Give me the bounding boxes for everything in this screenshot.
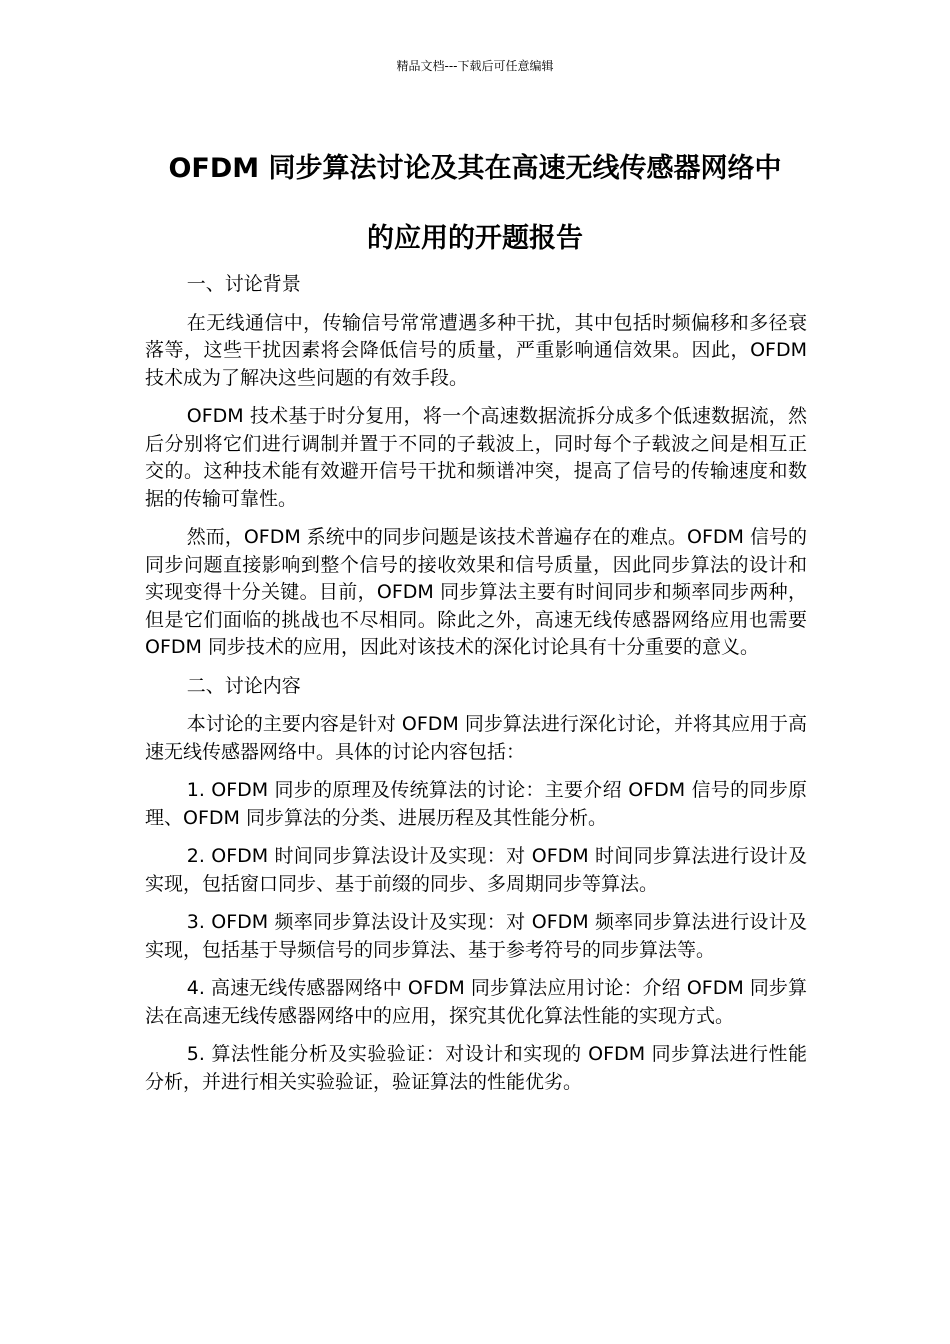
background-paragraph-3: 然而，OFDM 系统中的同步问题是该技术普遍存在的难点。OFDM 信号的同步问题直接影响到整个信号的接收效果和信号质量，因此同步算法的设计和实现变得十分关键。目前，OFDM 同步算法主要有时间同步和频率同步两种，但是它们面临的挑战也不尽相同。除此之外，高速无线传感器网络应用也需要 OFDM 同步技术的应用，因此对该技术的深化讨论具有十分重要的意义。 <box>145 526 807 658</box>
content-item-2: 2. OFDM 时间同步算法设计及实现：对 OFDM 时间同步算法进行设计及实现，包括窗口同步、基于前缀的同步、多周期同步等算法。 <box>145 845 807 895</box>
document-body <box>145 271 807 1107</box>
section-heading-content: 二、讨论内容 <box>186 674 301 697</box>
document-title <box>140 134 810 274</box>
content-item-5: 5. 算法性能分析及实验验证：对设计和实现的 OFDM 同步算法进行性能分析，并进行相关实验验证，验证算法的性能优劣。 <box>145 1043 807 1093</box>
section-heading-background: 一、讨论背景 <box>186 273 301 295</box>
background-paragraph-1: 在无线通信中，传输信号常常遭遇多种干扰，其中包括时频偏移和多径衰落等，这些干扰因素将会降低信号的质量，严重影响通信效果。因此，OFDM 技术成为了解决这些问题的有效手段。 <box>145 311 807 389</box>
content-item-4: 4. 高速无线传感器网络中 OFDM 同步算法应用讨论：介绍 OFDM 同步算法在高速无线传感器网络中的应用，探究其优化算法性能的实现方式。 <box>145 977 807 1027</box>
content-intro-paragraph: 本讨论的主要内容是针对 OFDM 同步算法进行深化讨论，并将其应用于高速无线传感器网络中。具体的讨论内容包括： <box>145 713 807 763</box>
content-item-3: 3. OFDM 频率同步算法设计及实现：对 OFDM 频率同步算法进行设计及实现，包括基于导频信号的同步算法、基于参考符号的同步算法等。 <box>145 911 807 961</box>
background-paragraph-2: OFDM 技术基于时分复用，将一个高速数据流拆分成多个低速数据流，然后分别将它们进行调制并置于不同的子载波上，同时每个子载波之间是相互正交的。这种技术能有效避开信号干扰和频谱冲突，提高了信号的传输速度和数据的传输可靠性。 <box>145 405 807 510</box>
document-title-line-1: OFDM 同步算法讨论及其在高速无线传感器网络中 <box>168 153 782 184</box>
content-item-1: 1. OFDM 同步的原理及传统算法的讨论：主要介绍 OFDM 信号的同步原理、OFDM 同步算法的分类、进展历程及其性能分析。 <box>145 779 807 829</box>
page-header: 精品文档---下载后可任意编辑 <box>396 59 554 73</box>
document-title-line-2: 的应用的开题报告 <box>367 223 583 254</box>
